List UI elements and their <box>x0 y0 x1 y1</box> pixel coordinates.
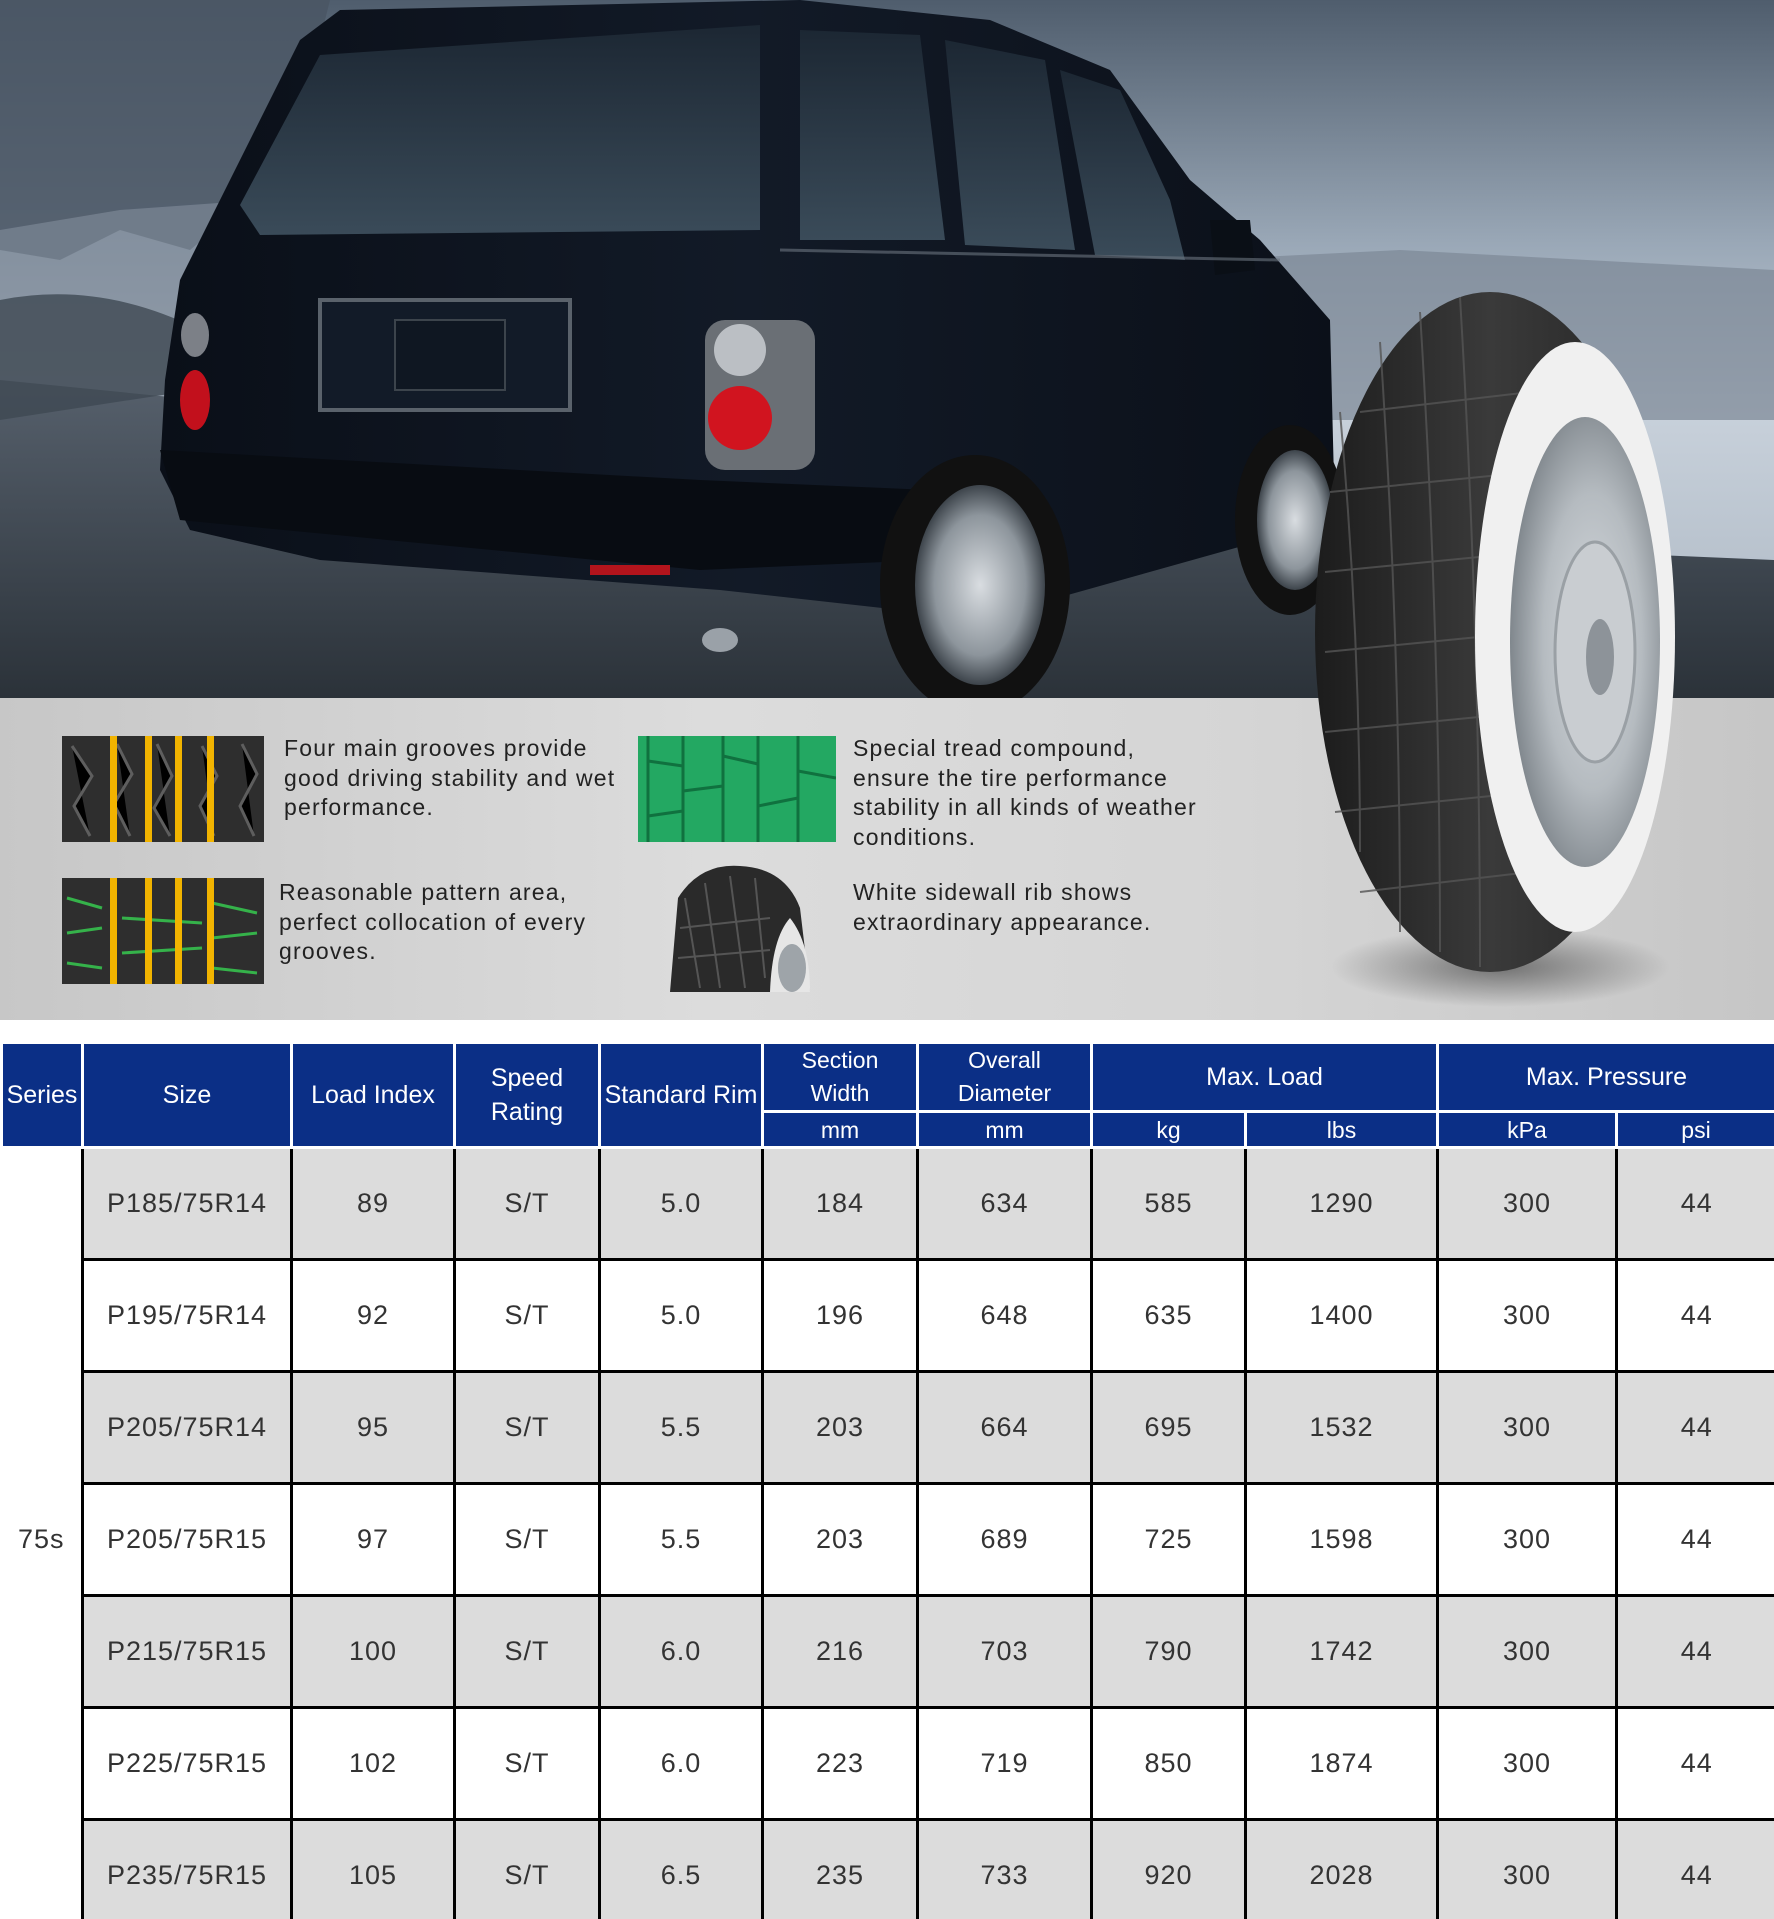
diameter-cell: 634 <box>918 1148 1092 1260</box>
feature-sidewall-text: White sidewall rib shows extraordinary appearance. <box>853 879 1152 935</box>
unit-pressure-kpa: kPa <box>1438 1112 1617 1148</box>
lbs-cell: 2028 <box>1246 1820 1438 1919</box>
header-series: Series <box>2 1043 83 1148</box>
psi-cell: 44 <box>1617 1820 1774 1919</box>
size-cell: P225/75R15 <box>83 1708 292 1820</box>
width-cell: 235 <box>763 1820 918 1919</box>
size-cell: P205/75R15 <box>83 1484 292 1596</box>
kpa-cell: 300 <box>1438 1596 1617 1708</box>
speed-cell: S/T <box>455 1484 600 1596</box>
diameter-cell: 648 <box>918 1260 1092 1372</box>
header-max-pressure: Max. Pressure <box>1438 1043 1774 1112</box>
header-size: Size <box>83 1043 292 1148</box>
speed-cell: S/T <box>455 1372 600 1484</box>
load-index-cell: 102 <box>292 1708 455 1820</box>
size-cell: P195/75R14 <box>83 1260 292 1372</box>
kpa-cell: 300 <box>1438 1708 1617 1820</box>
load-index-cell: 95 <box>292 1372 455 1484</box>
unit-load-kg: kg <box>1092 1112 1246 1148</box>
rim-cell: 5.5 <box>600 1372 763 1484</box>
table-row <box>2 1708 1774 1820</box>
psi-cell: 44 <box>1617 1596 1774 1708</box>
kpa-cell: 300 <box>1438 1148 1617 1260</box>
rim-cell: 6.0 <box>600 1596 763 1708</box>
width-cell: 184 <box>763 1148 918 1260</box>
rim-cell: 6.5 <box>600 1820 763 1919</box>
kpa-cell: 300 <box>1438 1260 1617 1372</box>
table-row <box>2 1484 1774 1596</box>
lbs-cell: 1532 <box>1246 1372 1438 1484</box>
psi-cell: 44 <box>1617 1372 1774 1484</box>
speed-cell: S/T <box>455 1708 600 1820</box>
diameter-cell: 664 <box>918 1372 1092 1484</box>
kg-cell: 790 <box>1092 1596 1246 1708</box>
header-overall-diameter: Overall Diameter <box>918 1043 1092 1112</box>
table-row <box>2 1260 1774 1372</box>
load-index-cell: 89 <box>292 1148 455 1260</box>
kg-cell: 585 <box>1092 1148 1246 1260</box>
kg-cell: 635 <box>1092 1260 1246 1372</box>
speed-cell: S/T <box>455 1596 600 1708</box>
rim-cell: 5.0 <box>600 1148 763 1260</box>
load-index-cell: 97 <box>292 1484 455 1596</box>
feature-compound-text: Special tread compound, ensure the tire performance stability in all kinds of weather conditions. <box>853 735 1197 850</box>
table-row <box>2 1596 1774 1708</box>
psi-cell: 44 <box>1617 1260 1774 1372</box>
kpa-cell: 300 <box>1438 1372 1617 1484</box>
width-cell: 216 <box>763 1596 918 1708</box>
width-cell: 203 <box>763 1372 918 1484</box>
diameter-cell: 689 <box>918 1484 1092 1596</box>
lbs-cell: 1598 <box>1246 1484 1438 1596</box>
feature-pattern-text: Reasonable pattern area, perfect collocation of every grooves. <box>279 879 587 964</box>
unit-pressure-psi: psi <box>1617 1112 1774 1148</box>
diameter-cell: 703 <box>918 1596 1092 1708</box>
feature-grooves-text: Four main grooves provide good driving stability and wet performance. <box>284 735 616 820</box>
load-index-cell: 105 <box>292 1820 455 1919</box>
green-compound-tread-icon <box>638 736 836 842</box>
diameter-cell: 733 <box>918 1820 1092 1919</box>
speed-cell: S/T <box>455 1260 600 1372</box>
load-index-cell: 92 <box>292 1260 455 1372</box>
rim-cell: 5.0 <box>600 1260 763 1372</box>
unit-load-lbs: lbs <box>1246 1112 1438 1148</box>
pattern-tread-icon <box>62 878 264 984</box>
white-sidewall-tire-icon <box>660 858 814 992</box>
header-standard-rim: Standard Rim <box>600 1043 763 1148</box>
width-cell: 223 <box>763 1708 918 1820</box>
speed-cell: S/T <box>455 1148 600 1260</box>
kpa-cell: 300 <box>1438 1484 1617 1596</box>
lbs-cell: 1290 <box>1246 1148 1438 1260</box>
width-cell: 196 <box>763 1260 918 1372</box>
size-cell: P235/75R15 <box>83 1820 292 1919</box>
unit-width-mm: mm <box>763 1112 918 1148</box>
psi-cell: 44 <box>1617 1148 1774 1260</box>
lbs-cell: 1742 <box>1246 1596 1438 1708</box>
size-cell: P215/75R15 <box>83 1596 292 1708</box>
size-cell: P205/75R14 <box>83 1372 292 1484</box>
width-cell: 203 <box>763 1484 918 1596</box>
kg-cell: 725 <box>1092 1484 1246 1596</box>
groove-tread-icon <box>62 736 264 842</box>
rim-cell: 6.0 <box>600 1708 763 1820</box>
kg-cell: 850 <box>1092 1708 1246 1820</box>
load-index-cell: 100 <box>292 1596 455 1708</box>
unit-diameter-mm: mm <box>918 1112 1092 1148</box>
series-cell: 75s <box>2 1148 83 1919</box>
diameter-cell: 719 <box>918 1708 1092 1820</box>
speed-cell: S/T <box>455 1820 600 1919</box>
tire-product-image <box>1300 252 1700 1022</box>
tire-spec-table <box>0 1041 1774 1919</box>
kpa-cell: 300 <box>1438 1820 1617 1919</box>
kg-cell: 695 <box>1092 1372 1246 1484</box>
table-row <box>2 1148 1774 1260</box>
size-cell: P185/75R14 <box>83 1148 292 1260</box>
header-load-index: Load Index <box>292 1043 455 1148</box>
lbs-cell: 1400 <box>1246 1260 1438 1372</box>
lbs-cell: 1874 <box>1246 1708 1438 1820</box>
psi-cell: 44 <box>1617 1708 1774 1820</box>
header-speed-rating: Speed Rating <box>455 1043 600 1148</box>
header-max-load: Max. Load <box>1092 1043 1438 1112</box>
psi-cell: 44 <box>1617 1484 1774 1596</box>
rim-cell: 5.5 <box>600 1484 763 1596</box>
kg-cell: 920 <box>1092 1820 1246 1919</box>
table-row <box>2 1820 1774 1919</box>
table-row <box>2 1372 1774 1484</box>
header-section-width: Section Width <box>763 1043 918 1112</box>
